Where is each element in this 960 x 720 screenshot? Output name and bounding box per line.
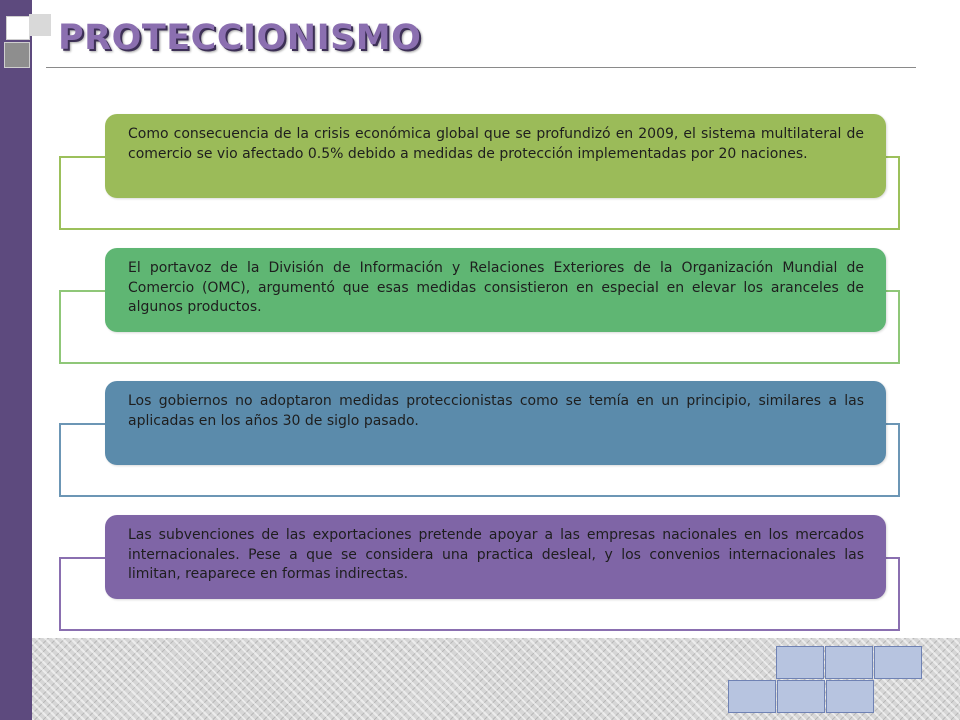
content-card-1 — [105, 114, 886, 198]
content-card-4 — [105, 515, 886, 599]
decorative-grid-square — [825, 646, 873, 679]
card-text-1: Como consecuencia de la crisis económica global que se profundizó en 2009, el sistema multilateral de comercio se vio afectado 0.5% debido a medidas de protección implementadas por 20 naciones. — [128, 126, 864, 162]
decorative-grid-square — [728, 680, 776, 713]
content-card-2 — [105, 248, 886, 332]
card-text-4: Las subvenciones de las exportaciones pretende apoyar a las empresas nacionales en los mercados internacionales. Pese a que se considera una practica desleal, y los convenios internacionales las limitan, reaparece en formas indirectas. — [128, 527, 864, 582]
left-sidebar-bar — [0, 0, 32, 720]
content-card-3 — [105, 381, 886, 465]
decorative-square — [6, 16, 30, 40]
decorative-square — [4, 42, 30, 68]
decorative-square — [29, 14, 51, 36]
decorative-grid-square — [776, 646, 824, 679]
decorative-grid-square — [777, 680, 825, 713]
card-text-3: Los gobiernos no adoptaron medidas proteccionistas como se temía en un principio, similares a las aplicadas en los años 30 de siglo pasado. — [128, 393, 864, 429]
title-divider — [46, 67, 916, 68]
slide-title: PROTECCIONISMO — [58, 18, 422, 58]
card-text-2: El portavoz de la División de Información y Relaciones Exteriores de la Organización Mundial de Comercio (OMC), argumentó que esas medidas consistieron en especial en elevar los aranceles de algunos productos. — [128, 260, 864, 315]
decorative-grid-square — [826, 680, 874, 713]
decorative-grid-square — [874, 646, 922, 679]
